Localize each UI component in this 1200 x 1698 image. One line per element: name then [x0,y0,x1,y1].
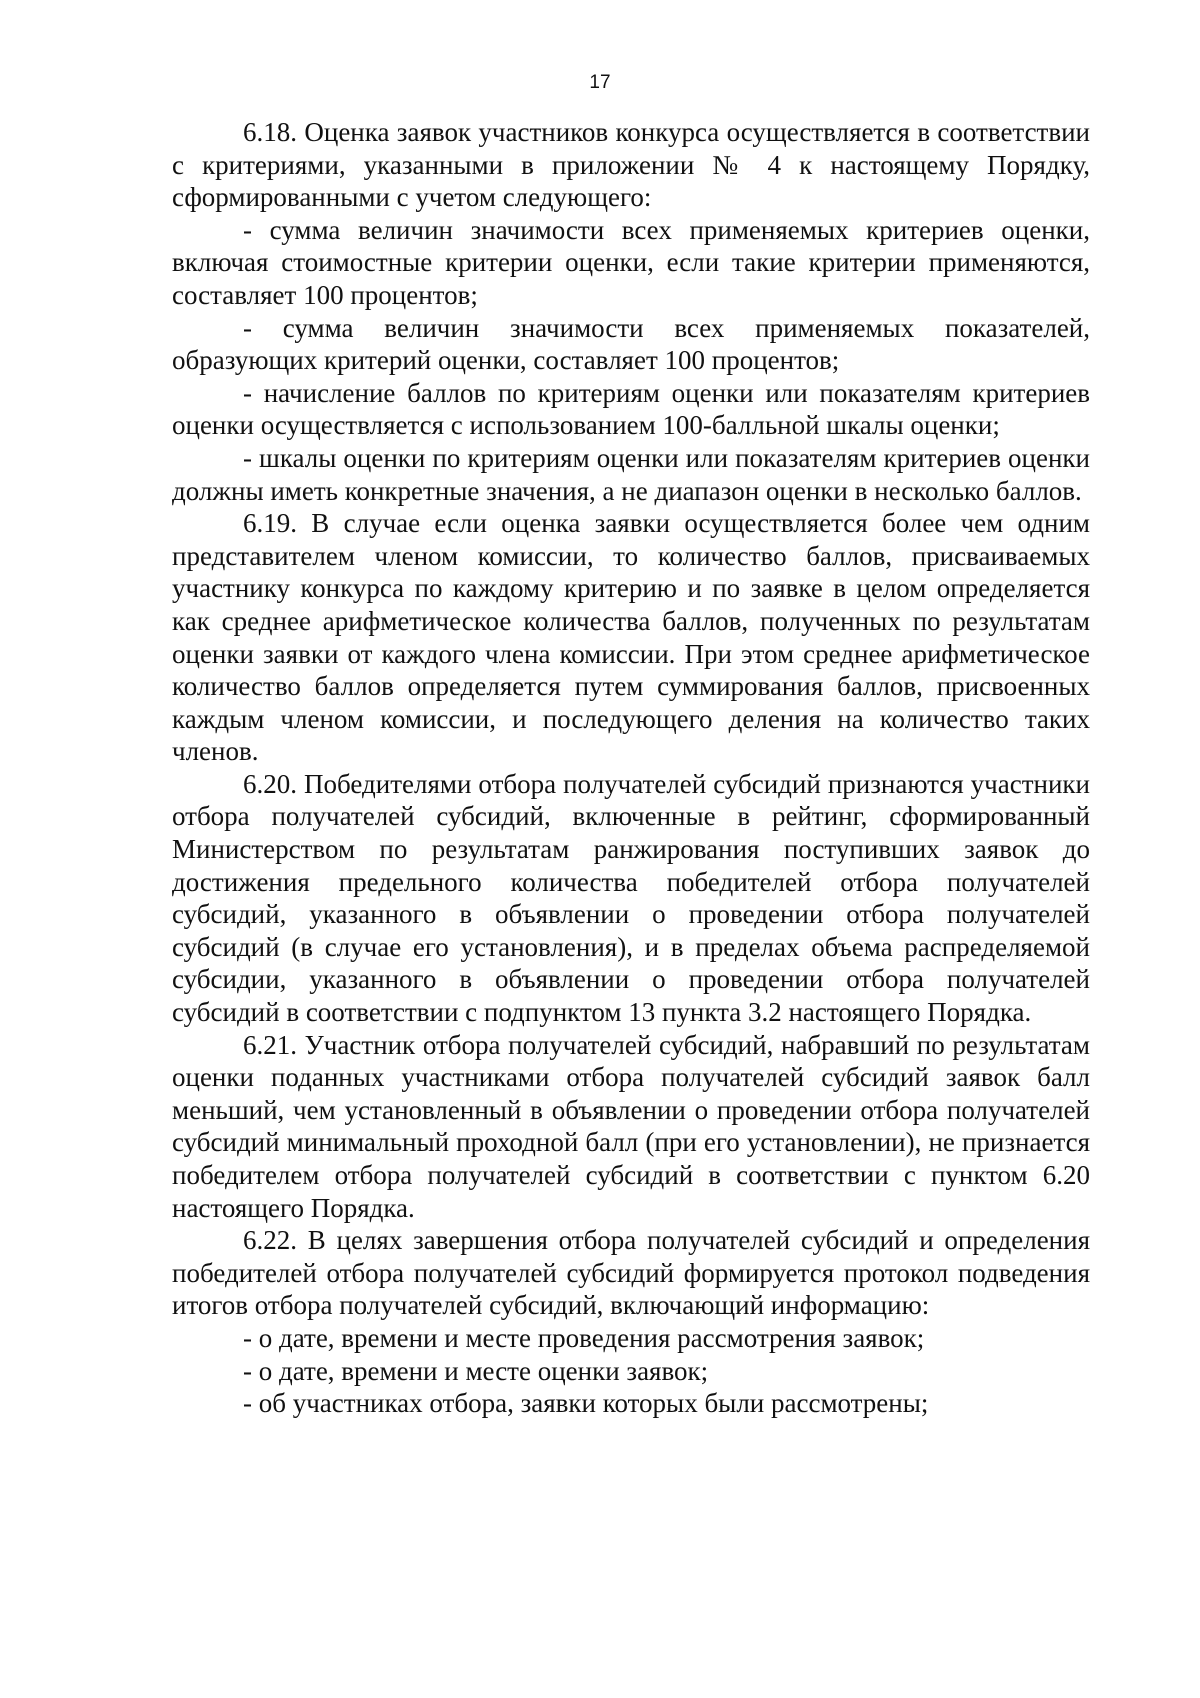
paragraph-6-19: 6.19. В случае если оценка заявки осуществляется более чем одним представителем членом комиссии, то количество баллов, присваиваемых участнику конкурса по каждому критерию и по заявке в целом определяется как среднее арифметическое количества баллов, полученных по результатам оценки заявки от каждого члена комиссии. При этом среднее арифметическое количество баллов определяется путем суммирования баллов, присвоенных каждым членом комиссии, и последующего деления на количество таких членов. [172,508,1090,767]
list-item-indicator-weights: - сумма величин значимости всех применяемых показателей, образующих критерий оценки, составляет 100 процентов; [172,312,1090,376]
page-number: 17 [589,72,611,93]
paragraph-6-21: 6.21. Участник отбора получателей субсидий, набравший по результатам оценки поданных участниками отбора получателей субсидий заявок балл меньший, чем установленный в объявлении о проведении отбора получателей субсидий минимальный проходной балл (при его установлении), не признается победителем отбора получателей субсидий в соответствии с пунктом 6.20 настоящего Порядка. [172,1029,1090,1223]
paragraph-6-20: 6.20. Победителями отбора получателей субсидий признаются участники отбора получателей субсидий, включенные в рейтинг, сформированный Министерством по результатам ранжирования поступивших заявок до достижения предельного количества победителей отбора получателей субсидий, указанного в объявлении о проведении отбора получателей субсидий (в случае его установления), и в пределах объема распределяемой субсидии, указанного в объявлении о проведении отбора получателей субсидий в соответствии с подпунктом 13 пункта 3.2 настоящего Порядка. [172,768,1090,1028]
list-item-criteria-weights: - сумма величин значимости всех применяемых критериев оценки, включая стоимостные критерии оценки, если такие критерии применяются, составляет 100 процентов; [172,214,1090,310]
list-item-scale-values: - шкалы оценки по критериям оценки или показателям критериев оценки должны иметь конкретные значения, а не диапазон оценки в несколько баллов. [172,442,1090,506]
list-item-participants: - об участниках отбора, заявки которых были рассмотрены; [243,1388,929,1419]
list-item-100-point-scale: - начисление баллов по критериям оценки или показателям критериев оценки осуществляется с использованием 100-балльной шкалы оценки; [172,377,1090,441]
list-item-evaluation-date: - о дате, времени и месте оценки заявок; [243,1355,709,1386]
paragraph-6-18: 6.18. Оценка заявок участников конкурса осуществляется в соответствии с критериями, указанными в приложении № 4 к настоящему Порядку, сформированными с учетом следующего: [172,117,1090,213]
document-body [172,116,1090,1420]
paragraph-6-22: 6.22. В целях завершения отбора получателей субсидий и определения победителей отбора получателей субсидий формируется протокол подведения итогов отбора получателей субсидий, включающий информацию: [172,1225,1090,1321]
list-item-review-date: - о дате, времени и месте проведения рассмотрения заявок; [243,1322,925,1353]
